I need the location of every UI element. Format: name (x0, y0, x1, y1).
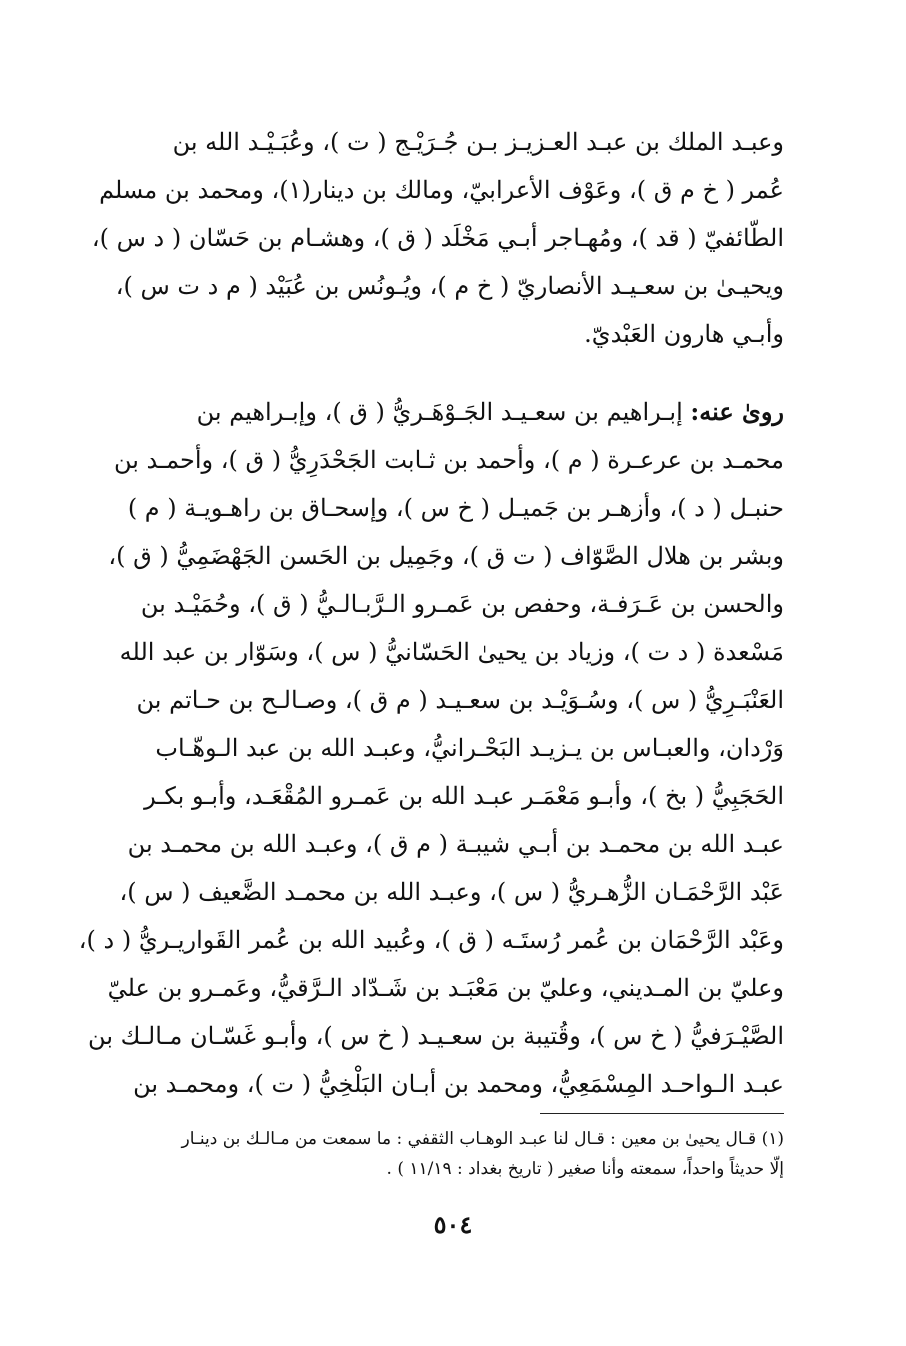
footnote-line: إلّا حديثاً واحداً، سمعته وأنا صغير ( تاريخ بغداد : ١١/١٩ ) . (386, 1159, 784, 1179)
text-line: حنبـل ( د )، وأزهـر بن جَميـل ( خ س )، وإسحـاق بن راهـويـة ( م ) (127, 494, 784, 522)
text-line: وعليّ بن المـديني، وعليّ بن مَعْبَـد بن شَـدّاد الـرَّقيُّ، وعَمـرو بن عليّ (107, 974, 784, 1002)
text-line: عَبْد الرَّحْمَـان الزُّهـريُّ ( س )، وعبـد الله بن محمـد الضَّعيف ( س )، (119, 878, 784, 906)
paragraph-gap (64, 358, 784, 388)
text-line: وعَبْد الرَّحْمَان بن عُمر رُستَـه ( ق )، وعُبيد الله بن عُمر القَواريـريُّ ( د )، (78, 926, 784, 954)
footnote-line: (١) قـال يحيىٰ بن معين : قـال لنا عبـد الوهـاب الثقفي : ما سمعت من مـالـك بن دينـار (181, 1129, 784, 1149)
main-text (64, 118, 784, 1108)
text-line: وبشر بن هلال الصَّوّاف ( ت ق )، وجَمِيل بن الحَسن الجَهْضَمِيُّ ( ق )، (108, 542, 784, 570)
text-line: والحسن بن عَـرَفـة، وحفص بن عَمـرو الـرَّبـالـيُّ ( ق )، وحُمَيْـد بن (140, 590, 784, 618)
page-number: ٥٠٤ (433, 1210, 473, 1239)
narrators-label: روىٰ عنه: (690, 397, 784, 426)
text-line: عبـد الله بن محمـد بن أبـي شيبـة ( م ق )، وعبـد الله بن محمـد بن (127, 830, 784, 858)
text-segment: إبـراهيم بن سعـيـد الجَـوْهَـريُّ ( ق )، وإبـراهيم بن (196, 398, 683, 426)
footnote-separator (540, 1113, 784, 1114)
text-line (64, 388, 784, 436)
text-line: عُمر ( خ م ق )، وعَوْف الأعرابيّ، ومالك بن دينار(١)، ومحمد بن مسلم (99, 176, 784, 204)
text-line: وَرْدان، والعبـاس بن يـزيـد البَحْـرانيُّ، وعبـد الله بن عبد الـوهّـاب (155, 734, 784, 762)
text-line: الطّائفيّ ( قد )، ومُهـاجر أبـي مَخْلَد ( ق )، وهشـام بن حَسّان ( د س )، (91, 224, 784, 252)
text-line: محمـد بن عرعـرة ( م )، وأحمد بن ثـابت الجَحْدَرِيُّ ( ق )، وأحمـد بن (113, 446, 784, 474)
text-line: الصَّيْـرَفيُّ ( خ س )، وقُتيبة بن سعـيـد ( خ س )، وأبـو غَسّـان مـالـك بن (88, 1022, 784, 1050)
footnote (64, 1124, 784, 1184)
text-line: عبـد الـواحـد المِسْمَعِيُّ، ومحمد بن أبـان البَلْخِيُّ ( ت )، ومحمـد بن (133, 1070, 784, 1098)
text-line: العَنْبَـرِيُّ ( س )، وسُـوَيْـد بن سعـيـد ( م ق )، وصـالـح بن حـاتم بن (136, 686, 784, 714)
text-line: وأبـي هارون العَبْديّ. (584, 320, 784, 348)
text-line: الحَجَبِيُّ ( بخ )، وأبـو مَعْمَـر عبـد الله بن عَمـرو المُقْعَـد، وأبـو بكـر (144, 782, 784, 810)
text-line: ويحيـىٰ بن سعـيـد الأنصاريّ ( خ م )، ويُـونُس بن عُبَيْد ( م د ت س )، (115, 272, 784, 300)
text-line: مَسْعدة ( د ت )، وزياد بن يحيىٰ الحَسّانيُّ ( س )، وسَوّار بن عبد الله (119, 638, 784, 666)
text-line: وعبـد الملك بن عبـد العـزيـز بـن جُـرَيْـج ( ت )، وعُبَـيْـد الله بن (172, 128, 784, 156)
